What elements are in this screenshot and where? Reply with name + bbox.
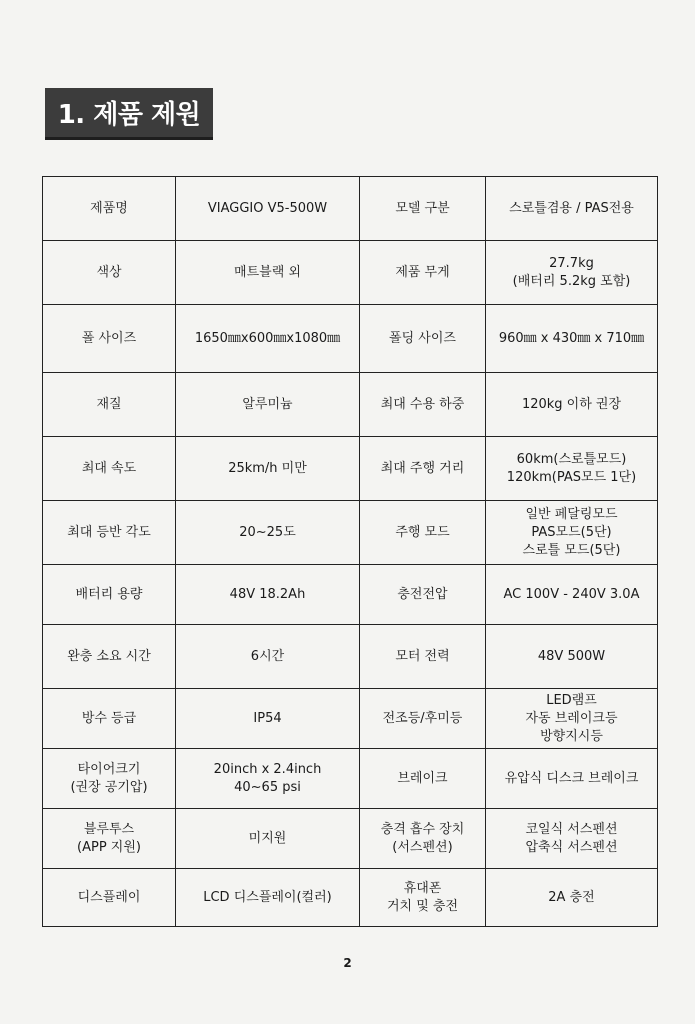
spec-label: 색상 [43, 241, 176, 305]
spec-table [42, 176, 658, 927]
spec-label: 충전전압 [360, 565, 486, 625]
spec-label: 디스플레이 [43, 869, 176, 927]
spec-label: 휴대폰 거치 및 충전 [360, 869, 486, 927]
spec-label: 모터 전력 [360, 625, 486, 689]
spec-value: 2A 충전 [486, 869, 658, 927]
spec-value: 120kg 이하 권장 [486, 373, 658, 437]
page-number: 2 [343, 956, 352, 970]
spec-label: 브레이크 [360, 749, 486, 809]
spec-value: 20~25도 [176, 501, 360, 565]
spec-value: 스로틀겸용 / PAS전용 [486, 177, 658, 241]
spec-row [43, 565, 658, 625]
spec-row [43, 501, 658, 565]
spec-label: 최대 속도 [43, 437, 176, 501]
spec-row [43, 373, 658, 437]
spec-label: 최대 주행 거리 [360, 437, 486, 501]
spec-row [43, 749, 658, 809]
spec-value: 미지원 [176, 809, 360, 869]
spec-value: 1650㎜x600㎜x1080㎜ [176, 305, 360, 373]
spec-row [43, 305, 658, 373]
spec-label: 제품명 [43, 177, 176, 241]
spec-value: 일반 페달링모드 PAS모드(5단) 스로틀 모드(5단) [486, 501, 658, 565]
spec-value: 알루미늄 [176, 373, 360, 437]
spec-value: LED램프 자동 브레이크등 방향지시등 [486, 689, 658, 749]
spec-value: 매트블랙 외 [176, 241, 360, 305]
spec-label: 최대 등반 각도 [43, 501, 176, 565]
spec-row [43, 689, 658, 749]
spec-label: 제품 무게 [360, 241, 486, 305]
spec-row [43, 869, 658, 927]
spec-value: 60km(스로틀모드) 120km(PAS모드 1단) [486, 437, 658, 501]
spec-value: 6시간 [176, 625, 360, 689]
spec-value: LCD 디스플레이(컬러) [176, 869, 360, 927]
spec-label: 충격 흡수 장치 (서스펜션) [360, 809, 486, 869]
spec-value: 960㎜ x 430㎜ x 710㎜ [486, 305, 658, 373]
spec-label: 배터리 용량 [43, 565, 176, 625]
spec-label: 재질 [43, 373, 176, 437]
section-title: 1. 제품 제원 [45, 88, 213, 140]
spec-value: 27.7kg (배터리 5.2kg 포함) [486, 241, 658, 305]
spec-label: 방수 등급 [43, 689, 176, 749]
spec-label: 폴 사이즈 [43, 305, 176, 373]
spec-label: 주행 모드 [360, 501, 486, 565]
spec-label: 폴딩 사이즈 [360, 305, 486, 373]
spec-label: 전조등/후미등 [360, 689, 486, 749]
spec-row [43, 809, 658, 869]
spec-label: 완충 소요 시간 [43, 625, 176, 689]
spec-label: 타이어크기 (권장 공기압) [43, 749, 176, 809]
spec-row [43, 625, 658, 689]
spec-label: 모델 구분 [360, 177, 486, 241]
spec-value: 코일식 서스펜션 압축식 서스펜션 [486, 809, 658, 869]
spec-value: 유압식 디스크 브레이크 [486, 749, 658, 809]
spec-row [43, 241, 658, 305]
spec-row [43, 177, 658, 241]
spec-label: 블루투스 (APP 지원) [43, 809, 176, 869]
spec-value: AC 100V - 240V 3.0A [486, 565, 658, 625]
spec-value: 48V 500W [486, 625, 658, 689]
spec-value: VIAGGIO V5-500W [176, 177, 360, 241]
spec-value: 25km/h 미만 [176, 437, 360, 501]
spec-row [43, 437, 658, 501]
spec-label: 최대 수용 하중 [360, 373, 486, 437]
spec-value: IP54 [176, 689, 360, 749]
spec-value: 48V 18.2Ah [176, 565, 360, 625]
spec-value: 20inch x 2.4inch 40~65 psi [176, 749, 360, 809]
